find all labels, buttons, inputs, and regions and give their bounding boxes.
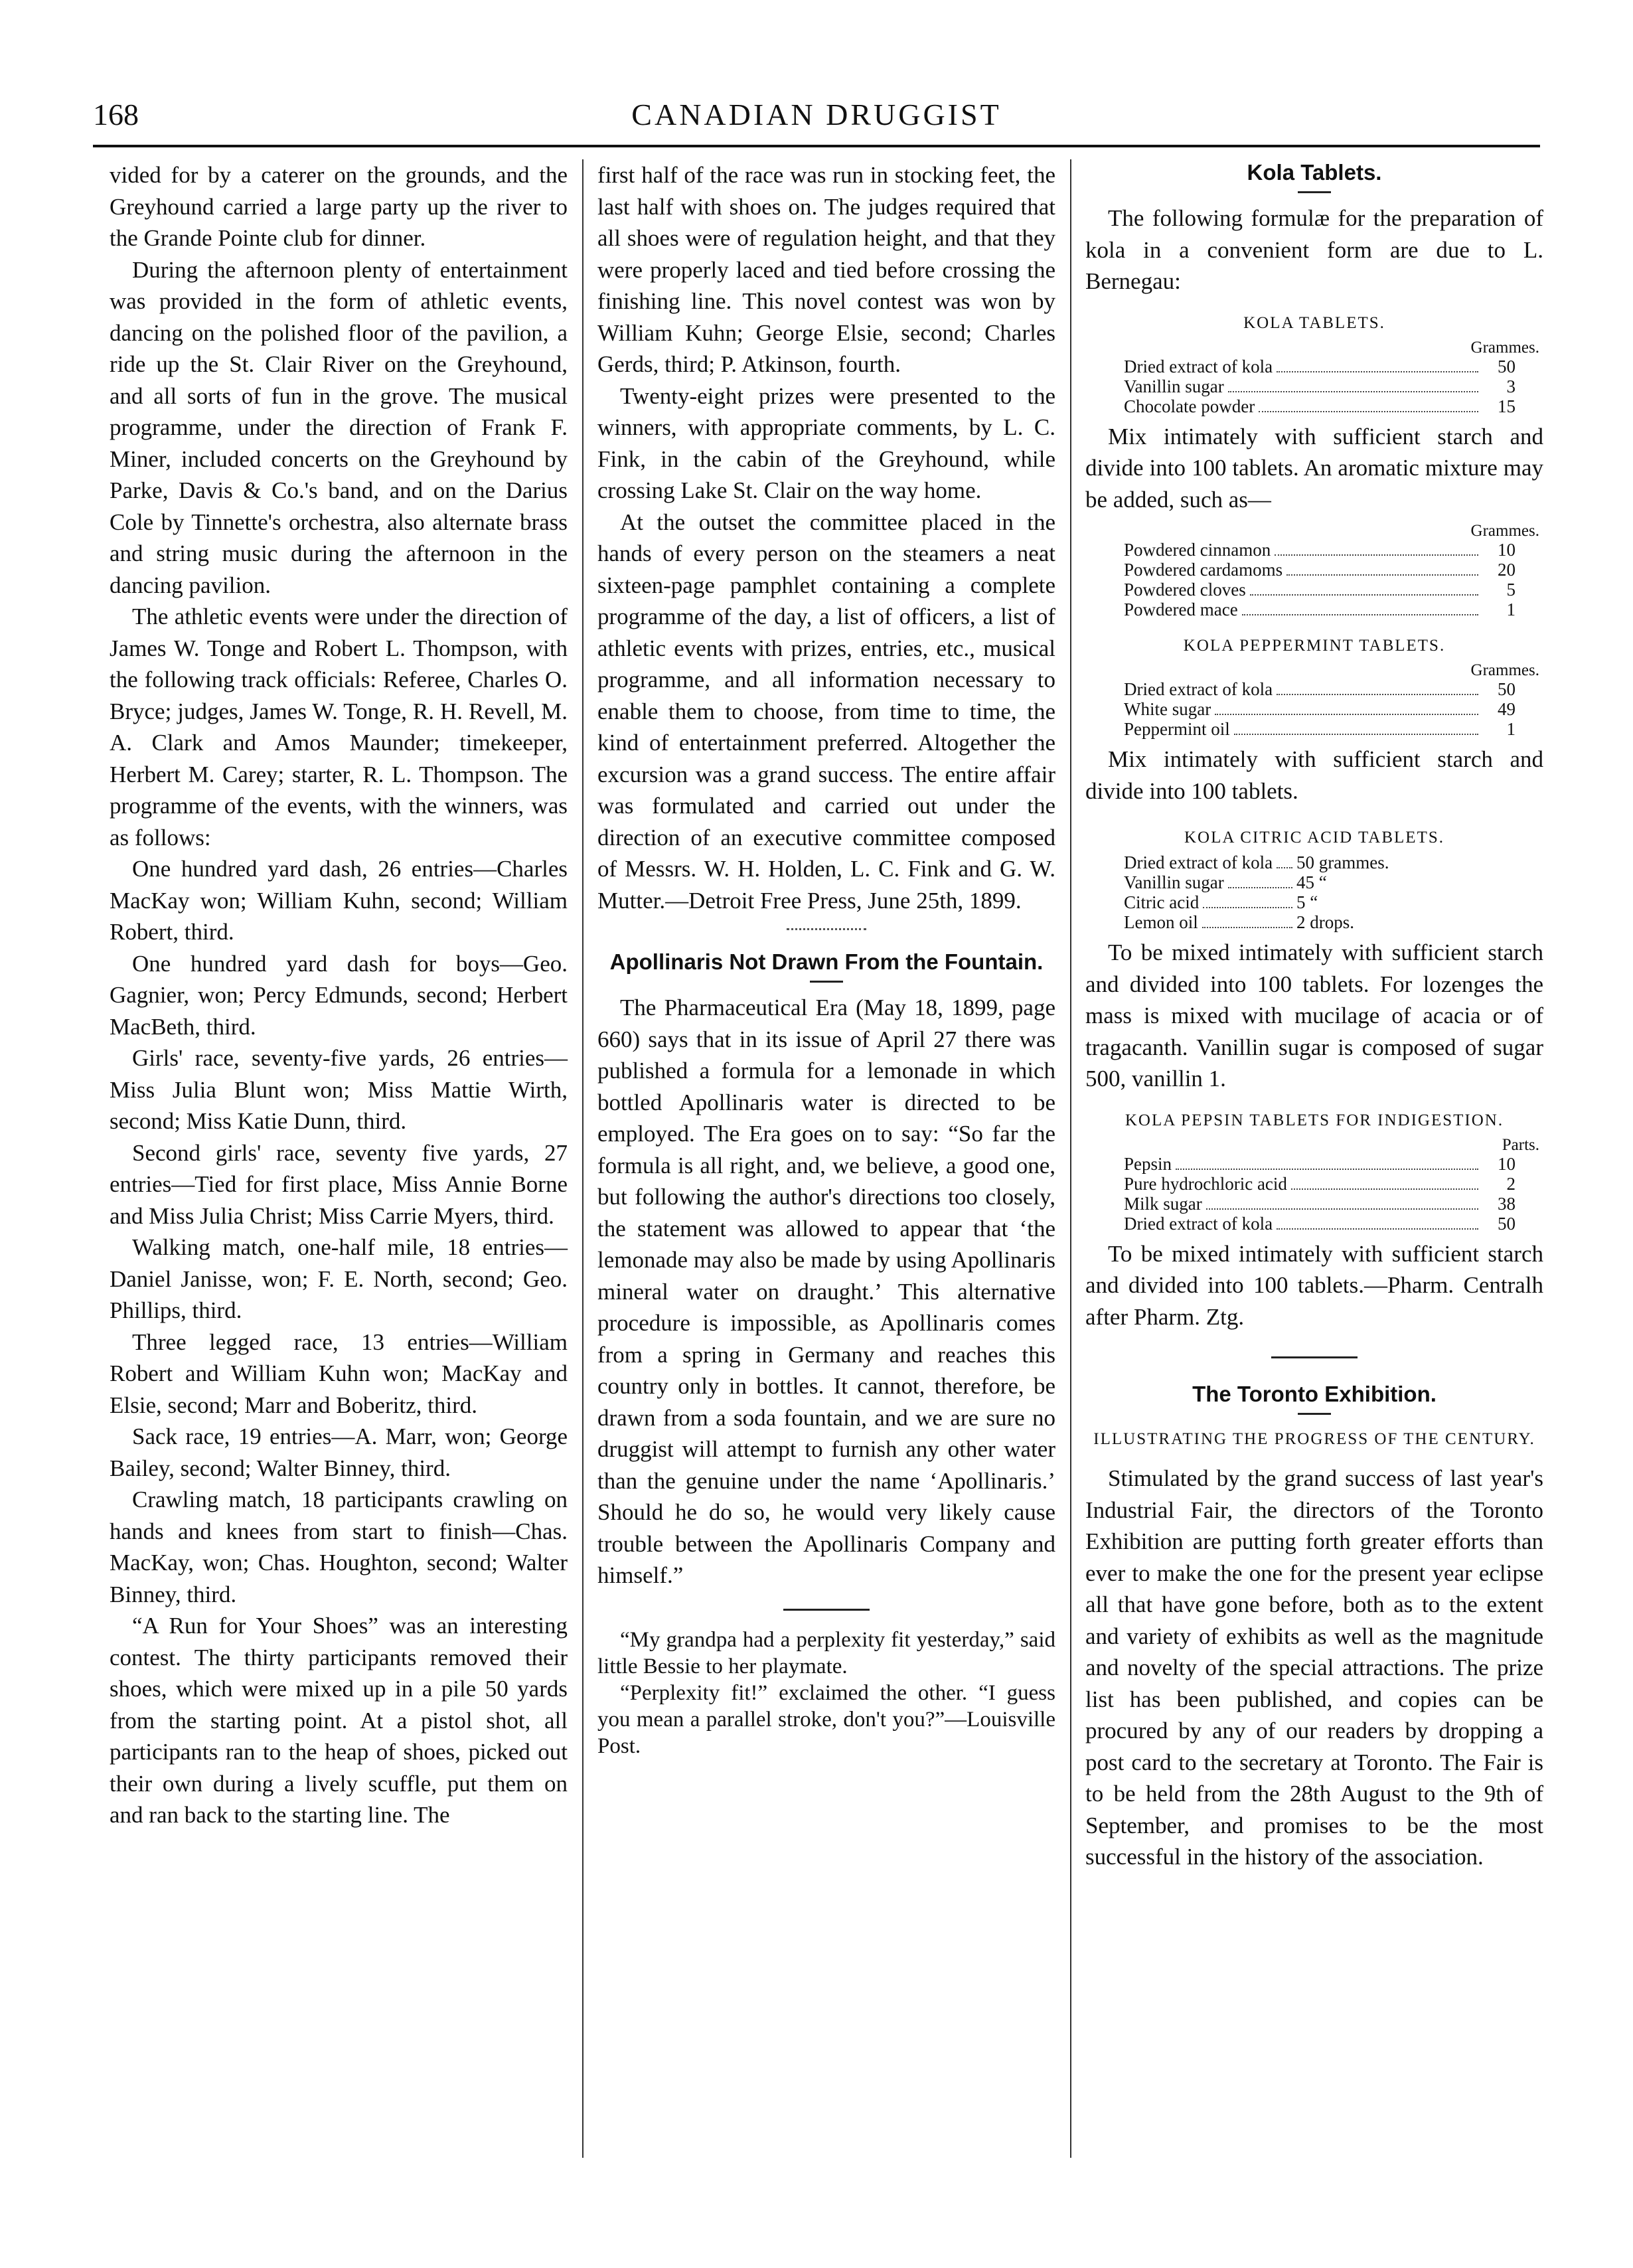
leader-dots xyxy=(1259,411,1478,412)
column-3 xyxy=(1085,159,1543,1873)
leader-dots xyxy=(1277,694,1478,695)
ingredient-name: Lemon oil xyxy=(1124,912,1198,932)
ingredient-name: Dried extract of kola xyxy=(1124,679,1273,699)
ingredient-name: Powdered mace xyxy=(1124,600,1238,619)
ingredient-amount: 50 grammes. xyxy=(1296,852,1389,872)
recipe-row xyxy=(1124,560,1516,580)
ingredient-name: Peppermint oil xyxy=(1124,719,1230,739)
ingredient-amount: 5 “ xyxy=(1296,892,1318,912)
leader-dots xyxy=(1277,1228,1478,1230)
leader-dots xyxy=(1176,1169,1478,1170)
paragraph: Twenty-eight prizes were presented to the winners, with appropriate comments, by L. C. Fink, in the cabin of the Greyhound, while crossing Lake St. Clair on the way home. xyxy=(597,382,1055,503)
recipe-row xyxy=(1124,1214,1516,1234)
joke-line: “Perplexity fit!” exclaimed the other. “I guess you mean a parallel stroke, don't you?”—Louisville Post. xyxy=(597,1680,1055,1758)
paragraph: One hundred yard dash for boys—Geo. Gagnier, won; Percy Edmunds, second; Herbert MacBeth, third. xyxy=(110,950,568,1040)
ingredient-amount: 2 xyxy=(1506,1173,1516,1194)
paragraph: During the afternoon plenty of entertainment was provided in the form of athletic events, dancing on the polished floor of the pavilion, a ride up the St. Clair River on the Greyhound, and all sorts of fun in the grove. The musical programme, under the direction of Frank F. Miner, included concerts on the Greyhound by Parke, Davis & Co.'s band, and on the Darius Cole by Tinnette's orchestra, also alternate brass and string music during the afternoon in the dancing pavilion. xyxy=(110,256,568,598)
ingredient-name: Citric acid xyxy=(1124,892,1200,912)
leader-dots xyxy=(1206,1208,1478,1210)
column-2 xyxy=(597,159,1055,1759)
ingredient-amount: 5 xyxy=(1506,580,1516,600)
leader-dots xyxy=(1286,574,1478,576)
leader-dots xyxy=(1277,867,1292,868)
recipe-row xyxy=(1124,700,1516,720)
running-title: CANADIAN DRUGGIST xyxy=(631,98,1002,131)
paragraph: “A Run for Your Shoes” was an interesting contest. The thirty participants removed their shoes, which were mixed up in a pile 50 yards from the starting point. At a pistol shot, all participants ran to the heap of shoes, picked out their own during a lively scuffle, put them on and ran back to the starting line. The xyxy=(110,1613,568,1828)
header-rule xyxy=(93,145,1540,147)
joke-line: “My grandpa had a perplexity fit yesterday,” said little Bessie to her playmate. xyxy=(597,1627,1055,1678)
section-subtitle: ILLUSTRATING THE PROGRESS OF THE CENTURY. xyxy=(1093,1430,1535,1448)
ingredient-amount: 45 “ xyxy=(1296,872,1327,892)
paragraph: The athletic events were under the direction of James W. Tonge and Robert L. Thompson, with the following track officials: Referee, Charles O. Bryce; judges, James W. Tonge, R. H. Revell, M. A. Clark and Amos Maunder; timekeeper, Herbert M. Carey; starter, R. L. Thompson. The programme of the events, with the winners, was as follows: xyxy=(110,604,568,850)
separator xyxy=(787,928,866,930)
ingredient-name: Dried extract of kola xyxy=(1124,356,1273,376)
leader-dots xyxy=(1202,927,1292,928)
recipe-title: KOLA CITRIC ACID TABLETS. xyxy=(1184,829,1444,847)
column-divider-2 xyxy=(1070,159,1071,2158)
ingredient-amount: 20 xyxy=(1498,560,1516,580)
paragraph: One hundred yard dash, 26 entries—Charles MacKay won; William Kuhn, second; William Robert, third. xyxy=(110,856,568,945)
ingredient-name: Vanillin sugar xyxy=(1124,872,1224,892)
ingredient-name: Powdered cloves xyxy=(1124,580,1246,600)
ingredient-amount: 3 xyxy=(1506,376,1516,396)
leader-dots xyxy=(1242,614,1478,615)
ingredient-name: Dried extract of kola xyxy=(1124,1213,1273,1234)
paragraph: Stimulated by the grand success of last year's Industrial Fair, the directors of the Toronto Exhibition are putting forth greater efforts than ever to make the one for the present year eclipse all that have gone before, both as to the extent and variety of exhibits as well as the magnitude and novelty of the special attractions. The prize list has been published, and copies can be procured by any of our readers by dropping a post card to the secretary at Toronto. The Fair is to be held from the 28th August to the 9th of September, and promises to be the most successful in the history of the association. xyxy=(1085,1465,1543,1870)
recipe-row xyxy=(1124,540,1516,560)
recipe-title: KOLA PEPSIN TABLETS FOR INDIGESTION. xyxy=(1125,1111,1504,1129)
recipe-title: KOLA PEPPERMINT TABLETS. xyxy=(1183,637,1446,655)
ingredient-name: Vanillin sugar xyxy=(1124,376,1224,396)
recipe-row xyxy=(1124,680,1516,700)
paragraph: Girls' race, seventy-five yards, 26 entries—Miss Julia Blunt won; Miss Mattie Wirth, second; Miss Katie Dunn, third. xyxy=(110,1045,568,1134)
column-1 xyxy=(110,159,568,1831)
recipe-row xyxy=(1124,377,1516,397)
ingredient-amount: 1 xyxy=(1506,719,1516,739)
paragraph: Second girls' race, seventy five yards, 27 entries—Tied for first place, Miss Annie Borne and Miss Julia Christ; Miss Carrie Myers, third. xyxy=(110,1139,568,1229)
ingredient-name: Milk sugar xyxy=(1124,1193,1202,1214)
leader-dots xyxy=(1228,391,1478,392)
ingredient-amount: 50 xyxy=(1498,356,1516,376)
recipe-unit: Grammes. xyxy=(1470,661,1539,679)
paragraph: At the outset the committee placed in the hands of every person on the steamers a neat sixteen-page pamphlet containing a complete programme of the day, a list of officers, a list of athletic events with prizes, entries, etc., musical programme, and all information necessary to enable them to choose, from time to time, the kind of entertainment preferred. Altogether the excursion was a grand success. The entire affair was formulated and carried out under the direction of an executive committee composed of Messrs. W. H. Holden, L. C. Fink and G. W. Mutter.—Detroit Free Press, June 25th, 1899. xyxy=(597,509,1055,914)
recipe-title: KOLA TABLETS. xyxy=(1243,313,1385,332)
ingredient-name: Chocolate powder xyxy=(1124,396,1255,416)
leader-dots xyxy=(1291,1188,1478,1190)
separator xyxy=(783,1609,870,1611)
recipe-row xyxy=(1124,600,1516,620)
title-dash xyxy=(1298,191,1331,193)
paragraph: To be mixed intimately with sufficient starch and divided into 100 tablets. For lozenges the mass is mixed with mucilage of acacia or of tragacanth. Vanillin sugar is composed of sugar 500, vanillin 1. xyxy=(1085,939,1543,1092)
ingredient-amount: 49 xyxy=(1498,699,1516,719)
recipe-unit: Grammes. xyxy=(1470,338,1539,357)
paragraph: Sack race, 19 entries—A. Marr, won; George Bailey, second; Walter Binney, third. xyxy=(110,1423,568,1481)
leader-dots xyxy=(1250,594,1478,596)
ingredient-amount: 50 xyxy=(1498,679,1516,699)
recipe-row xyxy=(1124,1155,1516,1174)
recipe-row xyxy=(1124,913,1403,933)
leader-dots xyxy=(1228,887,1292,888)
ingredient-amount: 1 xyxy=(1506,600,1516,619)
leader-dots xyxy=(1275,554,1478,556)
leader-dots xyxy=(1203,907,1292,908)
recipe-unit: Grammes. xyxy=(1470,522,1539,540)
paragraph: vided for by a caterer on the grounds, and the Greyhound carried a large party up the river to the Grande Pointe club for dinner. xyxy=(110,162,568,251)
ingredient-name: White sugar xyxy=(1124,699,1211,719)
leader-dots xyxy=(1234,734,1478,735)
recipe-table xyxy=(1124,680,1516,740)
ingredient-name: Powdered cardamoms xyxy=(1124,560,1283,580)
section-title: Apollinaris Not Drawn From the Fountain. xyxy=(609,949,1044,974)
paragraph: Mix intimately with sufficient starch and divide into 100 tablets. xyxy=(1085,746,1543,804)
recipe-table xyxy=(1124,357,1516,417)
title-dash xyxy=(1298,1413,1331,1415)
recipe-row xyxy=(1124,580,1516,600)
ingredient-name: Pepsin xyxy=(1124,1153,1172,1174)
recipe-table xyxy=(1124,1155,1516,1234)
ingredient-amount: 38 xyxy=(1498,1193,1516,1214)
paragraph: Mix intimately with sufficient starch and divide into 100 tablets. An aromatic mixture may be added, such as— xyxy=(1085,423,1543,513)
ingredient-name: Dried extract of kola xyxy=(1124,852,1273,872)
recipe-row xyxy=(1124,1174,1516,1194)
paragraph: Three legged race, 13 entries—William Robert and William Kuhn won; MacKay and Elsie, second; Marr and Boberitz, third. xyxy=(110,1329,568,1418)
column-divider-1 xyxy=(582,159,583,2158)
recipe-unit: Parts. xyxy=(1502,1135,1539,1154)
page-number: 168 xyxy=(93,98,139,131)
section-title: The Toronto Exhibition. xyxy=(1192,1382,1437,1406)
paragraph: Crawling match, 18 participants crawling on hands and knees from start to finish—Chas. MacKay, won; Chas. Houghton, second; Walter Binney, third. xyxy=(110,1487,568,1607)
ingredient-amount: 10 xyxy=(1498,540,1516,560)
ingredient-amount: 10 xyxy=(1498,1153,1516,1174)
recipe-row xyxy=(1124,893,1403,913)
recipe-row xyxy=(1124,720,1516,740)
leader-dots xyxy=(1215,714,1478,715)
separator xyxy=(1271,1356,1358,1358)
recipe-table xyxy=(1124,540,1516,620)
recipe-row xyxy=(1124,853,1403,873)
title-dash xyxy=(810,981,843,983)
paragraph: The following formulæ for the preparation of kola in a convenient form are due to L. Bernegau: xyxy=(1085,205,1543,294)
ingredient-name: Powdered cinnamon xyxy=(1124,540,1271,560)
recipe-row xyxy=(1124,357,1516,377)
recipe-row xyxy=(1124,873,1403,893)
paragraph: The Pharmaceutical Era (May 18, 1899, page 660) says that in its issue of April 27 there was published a formula for a lemonade in which bottled Apollinaris water is directed to be employed. The Era goes on to say: “So far the formula is all right, and, we believe, a good one, but following the author's directions too closely, the statement was allowed to appear that ‘the lemonade may also be made by using Apollinaris mineral water on draught.’ This alternative procedure is impossible, as Apollinaris comes from a spring in Germany and reaches this country only in bottles. It cannot, therefore, be drawn from a soda fountain, and we are sure no druggist will attempt to furnish any other water than the genuine under the name ‘Apollinaris.’ Should he do so, he would very likely cause trouble between the Apollinaris Company and himself.” xyxy=(597,995,1055,1588)
ingredient-name: Pure hydrochloric acid xyxy=(1124,1173,1287,1194)
ingredient-amount: 2 drops. xyxy=(1296,912,1354,932)
recipe-row xyxy=(1124,1194,1516,1214)
ingredient-amount: 50 xyxy=(1498,1213,1516,1234)
ingredient-amount: 15 xyxy=(1498,396,1516,416)
paragraph: To be mixed intimately with sufficient starch and divided into 100 tablets.—Pharm. Centralh after Pharm. Ztg. xyxy=(1085,1240,1543,1330)
page-header xyxy=(93,93,1540,146)
section-title: Kola Tablets. xyxy=(1247,160,1382,185)
recipe-row xyxy=(1124,397,1516,417)
paragraph: Walking match, one-half mile, 18 entries—Daniel Janisse, won; F. E. North, second; Geo. Phillips, third. xyxy=(110,1234,568,1323)
recipe-table xyxy=(1124,853,1403,933)
paragraph: first half of the race was run in stocking feet, the last half with shoes on. The judges required that all shoes were of regulation height, and that they were properly laced and tied before crossing the finishing line. This novel contest was won by William Kuhn; George Elsie, second; Charles Gerds, third; P. Atkinson, fourth. xyxy=(597,162,1055,377)
leader-dots xyxy=(1277,371,1478,372)
